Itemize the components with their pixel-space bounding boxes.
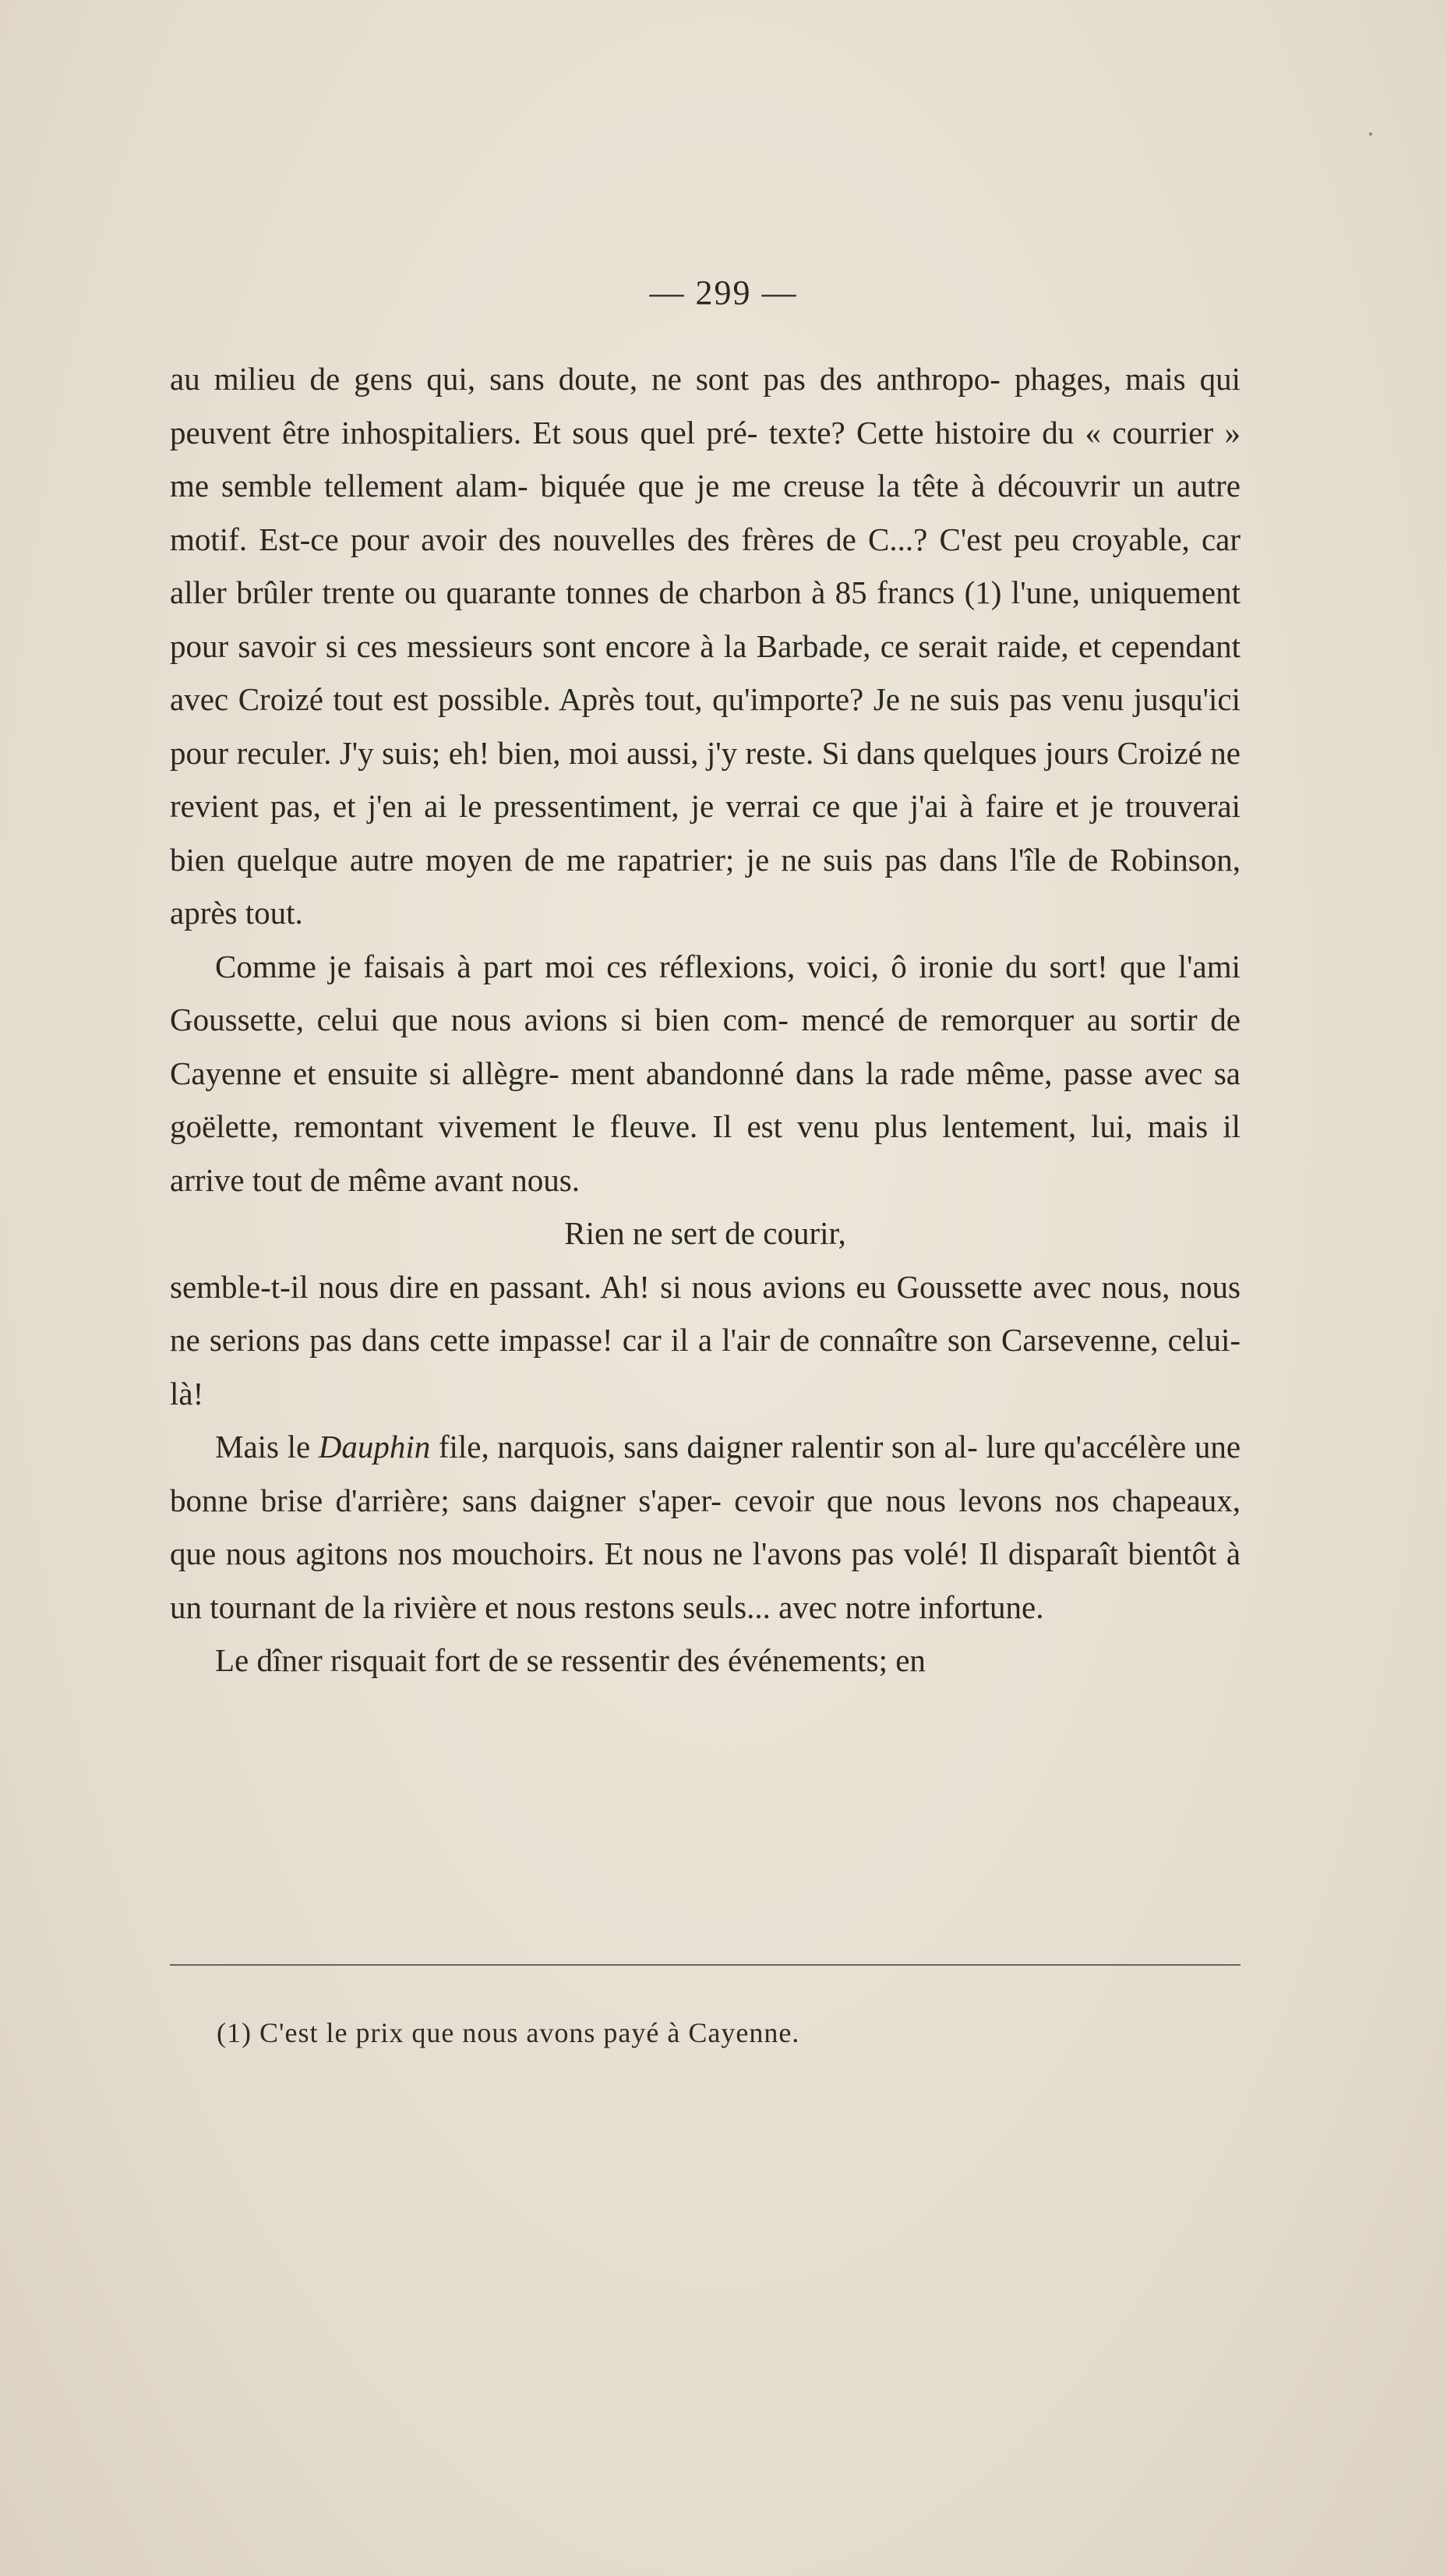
text-line: phages, mais qui peuvent être inhospitaliers. Et sous quel pré- [170, 361, 1241, 451]
text-line: sort! que l'ami Goussette, celui que nous avions si bien com- [170, 948, 1241, 1037]
page-number-header: — 299 — [649, 274, 798, 312]
text-line: Est-ce pour avoir des nouvelles des frères de C...? C'est peu [259, 521, 1061, 557]
text-line: lure qu'accélère une bonne brise d'arrière; sans daigner s'aper- [170, 1429, 1241, 1518]
footnote: (1) C'est le prix que nous avons payé à Cayenne. [217, 2017, 800, 2048]
text-line: à 85 francs (1) l'une, uniquement pour savoir si ces messieurs [170, 574, 1241, 664]
text-line: pas venu jusqu'ici pour reculer. J'y suis; eh! bien, moi aussi, [170, 681, 1241, 771]
text-line: un tournant de la rivière et nous restons seuls... avec notre [170, 1588, 911, 1625]
footnote-divider [170, 1964, 1241, 1966]
text-line: au milieu de gens qui, sans doute, ne sont pas des anthropo- [170, 361, 1001, 397]
body-text [170, 352, 1241, 1687]
text-line: bien quelque autre moyen de me rapatrier; je ne suis pas dans [170, 841, 998, 878]
text-line: mencé de remorquer au sortir de Cayenne et ensuite si allègre- [170, 1002, 1241, 1091]
paragraph-4 [170, 1420, 1241, 1634]
text-line: croyable, car aller brûler trente ou quarante tonnes de charbon [170, 521, 1241, 610]
text-line: mais il arrive tout de même avant nous. [170, 1108, 1241, 1198]
text-line: ai le pressentiment, je verrai ce que j'ai à faire et je trouverai [424, 788, 1241, 824]
text-line: sont encore à la Barbade, ce serait raide, et cependant avec [170, 627, 1241, 717]
text-line: infortune. [918, 1588, 1044, 1625]
text-line: Le dîner risquait fort de se ressentir des événements; en [215, 1642, 926, 1678]
text-line: avec nous, nous ne serions pas dans cette impasse! car il a l'air [170, 1268, 1241, 1358]
text-line: mouchoirs. Et nous ne l'avons pas volé! Il disparaît bientôt à [451, 1535, 1241, 1571]
paragraph-3 [170, 1260, 1241, 1421]
paragraph-5 [170, 1634, 1241, 1687]
text-line: remontant vivement le fleuve. Il est venu plus lentement, lui, [294, 1108, 1133, 1144]
quotation-line: Rien ne sert de courir, [564, 1215, 846, 1251]
text-line: biquée que je me creuse la tête à découvrir un autre motif. [170, 468, 1241, 557]
text-line: cevoir que nous levons nos chapeaux, que nous agitons nos [170, 1482, 1241, 1571]
text-line: Comme je faisais à part moi ces réflexions, voici, ô ironie du [215, 948, 1038, 984]
text-line: texte? Cette histoire du « courrier » me semble tellement alam- [170, 414, 1241, 504]
paragraph-1 [170, 352, 1241, 940]
text-line: de connaître son Carsevenne, celui-là! [170, 1322, 1241, 1412]
speck [1369, 133, 1372, 136]
text-line: Croizé tout est possible. Après tout, qu'importe? Je ne suis [238, 681, 1000, 717]
text-line: j'y reste. Si dans quelques jours Croizé ne revient pas, et j'en [170, 734, 1241, 824]
text-line: file, narquois, sans daigner ralentir son al- [430, 1429, 978, 1465]
text-line: l'île de Robinson, après tout. [170, 841, 1241, 931]
paragraph-2 [170, 940, 1241, 1207]
text-line: ment abandonné dans la rade même, passe avec sa goëlette, [170, 1055, 1241, 1144]
text-line: Mais le [215, 1429, 319, 1465]
ship-name: Dauphin [318, 1429, 431, 1465]
text-line: semble-t-il nous dire en passant. Ah! si nous avions eu Goussette [170, 1268, 1023, 1305]
